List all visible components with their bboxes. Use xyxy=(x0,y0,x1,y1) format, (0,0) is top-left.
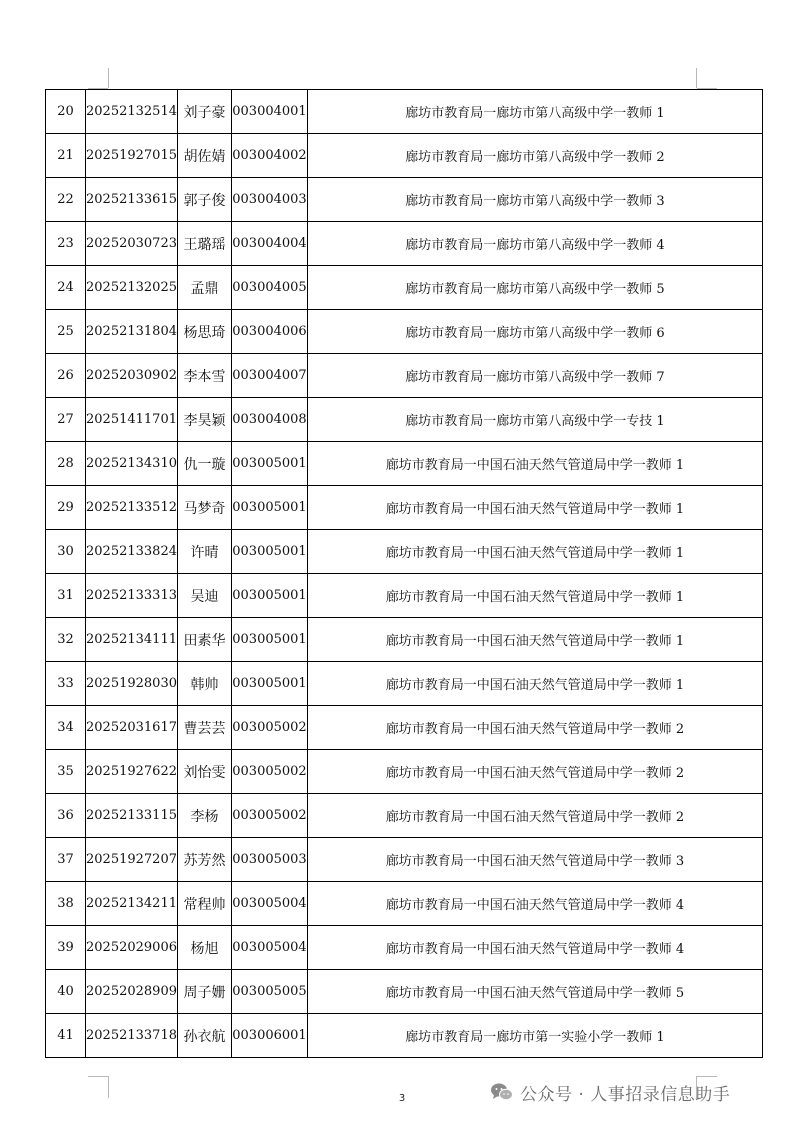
candidate-name: 苏芳然 xyxy=(178,838,232,882)
ticket-number: 20251927622 xyxy=(86,750,178,794)
table-row xyxy=(46,398,763,442)
ticket-number: 20252133824 xyxy=(86,530,178,574)
crop-mark-top-left xyxy=(108,68,109,88)
position-code: 003004002 xyxy=(232,134,308,178)
position-name: 廊坊市教育局一廊坊市第八高级中学一教师 6 xyxy=(308,310,763,354)
candidate-name: 李本雪 xyxy=(178,354,232,398)
row-index: 35 xyxy=(46,750,86,794)
position-code: 003005003 xyxy=(232,838,308,882)
crop-mark-bottom-left xyxy=(108,1076,109,1098)
position-name: 廊坊市教育局一中国石油天然气管道局中学一教师 1 xyxy=(308,486,763,530)
position-name: 廊坊市教育局一廊坊市第八高级中学一教师 2 xyxy=(308,134,763,178)
ticket-number: 20252131804 xyxy=(86,310,178,354)
candidate-name: 杨思琦 xyxy=(178,310,232,354)
table-row xyxy=(46,706,763,750)
table-row xyxy=(46,310,763,354)
row-index: 40 xyxy=(46,970,86,1014)
position-name: 廊坊市教育局一中国石油天然气管道局中学一教师 1 xyxy=(308,618,763,662)
position-name: 廊坊市教育局一廊坊市第八高级中学一专技 1 xyxy=(308,398,763,442)
table-row xyxy=(46,574,763,618)
crop-mark-bottom-right xyxy=(697,1076,717,1077)
position-code: 003004001 xyxy=(232,90,308,134)
position-name: 廊坊市教育局一中国石油天然气管道局中学一教师 1 xyxy=(308,662,763,706)
candidate-name: 许晴 xyxy=(178,530,232,574)
row-index: 26 xyxy=(46,354,86,398)
ticket-number: 20252028909 xyxy=(86,970,178,1014)
candidate-name: 孙衣航 xyxy=(178,1014,232,1058)
table-row xyxy=(46,354,763,398)
table-row xyxy=(46,530,763,574)
position-code: 003004004 xyxy=(232,222,308,266)
row-index: 33 xyxy=(46,662,86,706)
position-name: 廊坊市教育局一廊坊市第八高级中学一教师 7 xyxy=(308,354,763,398)
ticket-number: 20252134111 xyxy=(86,618,178,662)
table-row xyxy=(46,266,763,310)
row-index: 41 xyxy=(46,1014,86,1058)
table-row xyxy=(46,750,763,794)
position-code: 003005001 xyxy=(232,486,308,530)
row-index: 29 xyxy=(46,486,86,530)
watermark xyxy=(490,1078,730,1106)
candidate-name: 常程帅 xyxy=(178,882,232,926)
candidate-name: 李昊颖 xyxy=(178,398,232,442)
position-name: 廊坊市教育局一中国石油天然气管道局中学一教师 2 xyxy=(308,706,763,750)
table-row xyxy=(46,442,763,486)
table-row xyxy=(46,486,763,530)
row-index: 30 xyxy=(46,530,86,574)
position-code: 003005002 xyxy=(232,794,308,838)
table-row xyxy=(46,1014,763,1058)
roster-table xyxy=(45,89,763,1058)
candidate-name: 王璐瑶 xyxy=(178,222,232,266)
position-code: 003005001 xyxy=(232,662,308,706)
position-name: 廊坊市教育局一中国石油天然气管道局中学一教师 2 xyxy=(308,794,763,838)
position-code: 003004005 xyxy=(232,266,308,310)
roster-body xyxy=(46,90,763,1058)
candidate-name: 马梦奇 xyxy=(178,486,232,530)
candidate-name: 孟鼎 xyxy=(178,266,232,310)
table-row xyxy=(46,882,763,926)
position-code: 003004008 xyxy=(232,398,308,442)
position-name: 廊坊市教育局一中国石油天然气管道局中学一教师 4 xyxy=(308,926,763,970)
page-number: 3 xyxy=(398,1093,406,1104)
watermark-text: 公众号 · 人事招录信息助手 xyxy=(520,1084,731,1105)
row-index: 24 xyxy=(46,266,86,310)
table-row xyxy=(46,970,763,1014)
position-name: 廊坊市教育局一中国石油天然气管道局中学一教师 1 xyxy=(308,442,763,486)
table-row xyxy=(46,662,763,706)
position-code: 003005004 xyxy=(232,926,308,970)
position-name: 廊坊市教育局一中国石油天然气管道局中学一教师 4 xyxy=(308,882,763,926)
ticket-number: 20252134211 xyxy=(86,882,178,926)
position-name: 廊坊市教育局一中国石油天然气管道局中学一教师 3 xyxy=(308,838,763,882)
candidate-name: 杨旭 xyxy=(178,926,232,970)
candidate-name: 田素华 xyxy=(178,618,232,662)
candidate-name: 郭子俊 xyxy=(178,178,232,222)
position-name: 廊坊市教育局一廊坊市第一实验小学一教师 1 xyxy=(308,1014,763,1058)
candidate-name: 周子姗 xyxy=(178,970,232,1014)
wechat-icon xyxy=(490,1082,514,1102)
ticket-number: 20252132514 xyxy=(86,90,178,134)
ticket-number: 20252133313 xyxy=(86,574,178,618)
position-code: 003006001 xyxy=(232,1014,308,1058)
ticket-number: 20252134310 xyxy=(86,442,178,486)
position-code: 003005004 xyxy=(232,882,308,926)
position-code: 003005001 xyxy=(232,442,308,486)
position-name: 廊坊市教育局一中国石油天然气管道局中学一教师 5 xyxy=(308,970,763,1014)
ticket-number: 20251411701 xyxy=(86,398,178,442)
table-row xyxy=(46,178,763,222)
position-code: 003004003 xyxy=(232,178,308,222)
row-index: 21 xyxy=(46,134,86,178)
candidate-name: 李杨 xyxy=(178,794,232,838)
crop-mark-bottom-left xyxy=(88,1076,108,1077)
position-name: 廊坊市教育局一廊坊市第八高级中学一教师 4 xyxy=(308,222,763,266)
position-code: 003004007 xyxy=(232,354,308,398)
table-row xyxy=(46,90,763,134)
position-code: 003004006 xyxy=(232,310,308,354)
row-index: 20 xyxy=(46,90,86,134)
table-row xyxy=(46,794,763,838)
position-name: 廊坊市教育局一廊坊市第八高级中学一教师 1 xyxy=(308,90,763,134)
position-name: 廊坊市教育局一中国石油天然气管道局中学一教师 2 xyxy=(308,750,763,794)
table-row xyxy=(46,222,763,266)
row-index: 22 xyxy=(46,178,86,222)
position-code: 003005002 xyxy=(232,750,308,794)
row-index: 32 xyxy=(46,618,86,662)
ticket-number: 20252029006 xyxy=(86,926,178,970)
row-index: 34 xyxy=(46,706,86,750)
candidate-name: 刘子豪 xyxy=(178,90,232,134)
row-index: 37 xyxy=(46,838,86,882)
ticket-number: 20251927015 xyxy=(86,134,178,178)
table-row xyxy=(46,134,763,178)
row-index: 36 xyxy=(46,794,86,838)
position-code: 003005001 xyxy=(232,618,308,662)
ticket-number: 20251928030 xyxy=(86,662,178,706)
candidate-name: 吴迪 xyxy=(178,574,232,618)
row-index: 23 xyxy=(46,222,86,266)
ticket-number: 20251927207 xyxy=(86,838,178,882)
table-row xyxy=(46,618,763,662)
ticket-number: 20252030723 xyxy=(86,222,178,266)
ticket-number: 20252030902 xyxy=(86,354,178,398)
candidate-name: 胡佐婧 xyxy=(178,134,232,178)
crop-mark-top-right xyxy=(696,68,697,88)
position-name: 廊坊市教育局一廊坊市第八高级中学一教师 3 xyxy=(308,178,763,222)
position-code: 003005001 xyxy=(232,574,308,618)
ticket-number: 20252133115 xyxy=(86,794,178,838)
position-name: 廊坊市教育局一中国石油天然气管道局中学一教师 1 xyxy=(308,530,763,574)
ticket-number: 20252132025 xyxy=(86,266,178,310)
position-code: 003005002 xyxy=(232,706,308,750)
row-index: 39 xyxy=(46,926,86,970)
row-index: 25 xyxy=(46,310,86,354)
position-name: 廊坊市教育局一廊坊市第八高级中学一教师 5 xyxy=(308,266,763,310)
row-index: 31 xyxy=(46,574,86,618)
ticket-number: 20252133718 xyxy=(86,1014,178,1058)
candidate-name: 刘怡雯 xyxy=(178,750,232,794)
row-index: 38 xyxy=(46,882,86,926)
candidate-name: 仇一璇 xyxy=(178,442,232,486)
table-row xyxy=(46,926,763,970)
ticket-number: 20252133512 xyxy=(86,486,178,530)
ticket-number: 20252133615 xyxy=(86,178,178,222)
candidate-name: 韩帅 xyxy=(178,662,232,706)
candidate-name: 曹芸芸 xyxy=(178,706,232,750)
position-code: 003005001 xyxy=(232,530,308,574)
ticket-number: 20252031617 xyxy=(86,706,178,750)
row-index: 28 xyxy=(46,442,86,486)
position-name: 廊坊市教育局一中国石油天然气管道局中学一教师 1 xyxy=(308,574,763,618)
table-row xyxy=(46,838,763,882)
row-index: 27 xyxy=(46,398,86,442)
position-code: 003005005 xyxy=(232,970,308,1014)
